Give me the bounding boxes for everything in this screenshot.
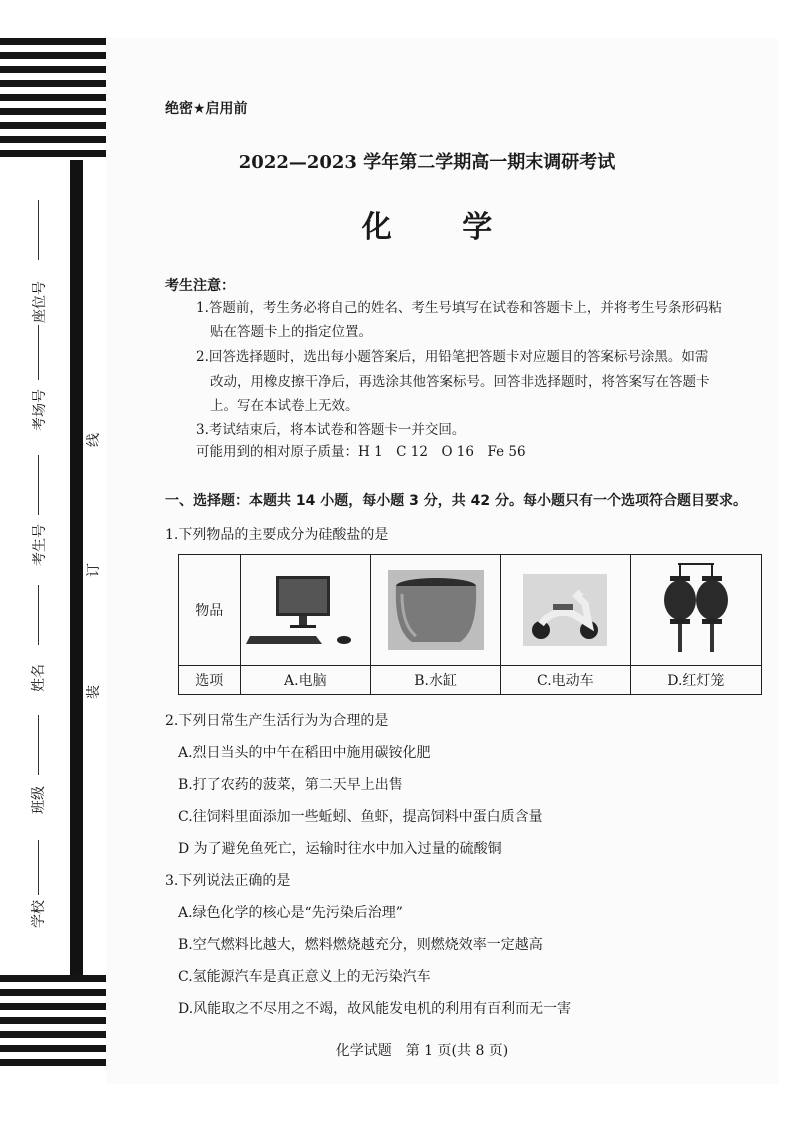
option-c: C.电动车 bbox=[501, 666, 631, 695]
seal-mark-line: 线 bbox=[86, 433, 102, 447]
question-2-stem: 2.下列日常生产生活行为为合理的是 bbox=[165, 713, 389, 729]
question-1-stem: 1.下列物品的主要成分为硅酸盐的是 bbox=[165, 527, 389, 543]
question-2-option-c: C.往饲料里面添加一些蚯蚓、鱼虾，提高饲料中蛋白质含量 bbox=[178, 809, 543, 825]
question-3-option-d: D.风能取之不尽用之不竭，故风能发电机的利用有百利而无一害 bbox=[178, 1001, 572, 1017]
exam-title: 2022—2023 学年第二学期高一期末调研考试 bbox=[238, 152, 616, 173]
binding-bar bbox=[70, 160, 83, 980]
option-d: D.红灯笼 bbox=[630, 666, 761, 695]
water-vat-image bbox=[371, 556, 500, 664]
computer-image bbox=[241, 556, 371, 664]
question-2-option-a: A.烈日当头的中午在稻田中施用碳铵化肥 bbox=[178, 745, 431, 761]
school-label: 学校 bbox=[31, 900, 47, 928]
question-1-table bbox=[178, 554, 762, 695]
question-2-option-b: B.打了农药的菠菜，第二天早上出售 bbox=[178, 777, 403, 793]
stripe-pattern-bottom bbox=[0, 975, 106, 1075]
atomic-mass-line: 可能用到的相对原子质量：H 1 C 12 O 16 Fe 56 bbox=[196, 444, 526, 460]
question-3-option-a: A.绿色化学的核心是“先污染后治理” bbox=[178, 905, 403, 921]
notice-line: 上。写在本试卷上无效。 bbox=[210, 398, 359, 414]
question-3-stem: 3.下列说法正确的是 bbox=[165, 873, 291, 889]
option-b: B.水缸 bbox=[371, 666, 501, 695]
subject-title: 化 学 bbox=[361, 210, 523, 245]
row-label-items: 物品 bbox=[179, 555, 241, 666]
notice-line: 3.考试结束后，将本试卷和答题卡一并交回。 bbox=[196, 422, 466, 438]
notice-line: 1.答题前，考生务必将自己的姓名、考生号填写在试卷和答题卡上，并将考生号条形码粘 bbox=[196, 300, 722, 316]
notice-line: 贴在答题卡上的指定位置。 bbox=[210, 324, 372, 340]
class-label: 班级 bbox=[31, 786, 47, 814]
notice-line: 改动，用橡皮擦干净后，再选涂其他答案标号。回答非选择题时，将答案写在答题卡 bbox=[210, 374, 710, 390]
notice-line: 2.回答选择题时，选出每小题答案后，用铅笔把答题卡对应题目的答案标号涂黑。如需 bbox=[196, 349, 709, 365]
question-3-option-b: B.空气燃料比越大，燃料燃烧越充分，则燃烧效率一定越高 bbox=[178, 937, 543, 953]
seal-mark-bind: 订 bbox=[86, 563, 102, 577]
question-2-option-d: D 为了避免鱼死亡，运输时往水中加入过量的硫酸铜 bbox=[178, 841, 502, 857]
confidential-mark: 绝密★启用前 bbox=[165, 101, 248, 117]
page-footer: 化学试题 第 1 页(共 8 页) bbox=[335, 1043, 509, 1059]
row-label-options: 选项 bbox=[179, 666, 241, 695]
exam-room-label: 考场号 bbox=[32, 389, 48, 431]
notice-heading: 考生注意： bbox=[165, 278, 235, 294]
electric-scooter-image bbox=[501, 556, 630, 664]
option-a: A.电脑 bbox=[240, 666, 371, 695]
candidate-number-label: 考生号 bbox=[32, 524, 48, 566]
section-heading: 一、选择题：本题共 14 小题，每小题 3 分，共 42 分。每小题只有一个选项符合题目要求。 bbox=[165, 493, 747, 509]
seal-mark-pack: 装 bbox=[86, 685, 102, 699]
name-label: 姓名 bbox=[31, 664, 47, 692]
seat-number-label: 座位号 bbox=[32, 281, 48, 323]
question-3-option-c: C.氢能源汽车是真正意义上的无污染汽车 bbox=[178, 969, 431, 985]
red-lantern-image bbox=[631, 556, 761, 664]
